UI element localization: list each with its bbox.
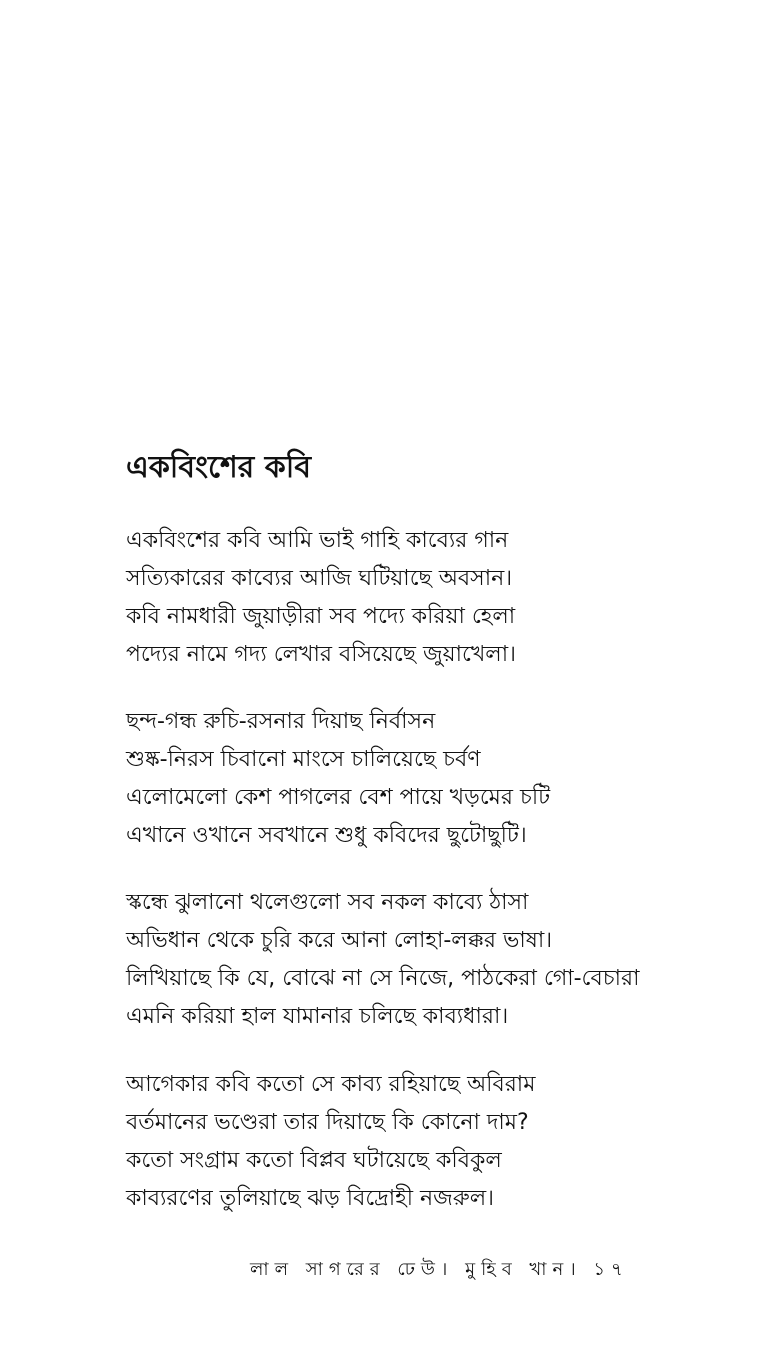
poem-line: স্কন্ধে ঝুলানো থলেগুলো সব নকল কাব্যে ঠাসা — [126, 890, 529, 915]
poem-line: লিখিয়াছে কি যে, বোঝে না সে নিজে, পাঠকেরা গো-বেচারা — [126, 966, 640, 991]
poem-line: অভিধান থেকে চুরি করে আনা লোহা-লক্কর ভাষা। — [126, 928, 553, 953]
stanza-4 — [126, 1066, 726, 1218]
poem-line: আগেকার কবি কতো সে কাব্য রহিয়াছে অবিরাম — [126, 1072, 536, 1097]
poem-title: একবিংশের কবি — [126, 450, 312, 485]
poem-line: কাব্যরণের তুলিয়াছে ঝড় বিদ্রোহী নজরুল। — [126, 1186, 494, 1211]
stanza-2 — [126, 703, 726, 855]
poem-line: সত্যিকারের কাব্যের আজি ঘটিয়াছে অবসান। — [126, 566, 513, 591]
poem-line: ছন্দ-গন্ধ রুচি-রসনার দিয়াছ নির্বাসন — [126, 709, 436, 734]
running-footer: লাল সাগরের ঢেউ। মুহিব খান। ১৭ — [250, 1259, 629, 1280]
poem-line: কতো সংগ্রাম কতো বিপ্লব ঘটায়েছে কবিকুল — [126, 1148, 502, 1173]
poem-line: বর্তমানের ভণ্ডেরা তার দিয়াছে কি কোনো দাম? — [126, 1110, 529, 1135]
poem-line: কবি নামধারী জুয়াড়ীরা সব পদ্যে করিয়া হেলা — [126, 604, 516, 629]
poem-line: পদ্যের নামে গদ্য লেখার বসিয়েছে জুয়াখেলা। — [126, 642, 516, 667]
poem-line: একবিংশের কবি আমি ভাই গাহি কাব্যের গান — [126, 528, 509, 553]
poem-line: এমনি করিয়া হাল যামানার চলিছে কাব্যধারা। — [126, 1004, 509, 1029]
stanza-3 — [126, 884, 726, 1036]
poem-line: এখানে ওখানে সবখানে শুধু কবিদের ছুটোছুটি। — [126, 823, 527, 848]
stanza-1 — [126, 522, 726, 674]
poem-line: এলোমেলো কেশ পাগলের বেশ পায়ে খড়মের চটি — [126, 785, 551, 810]
poem-line: শুষ্ক-নিরস চিবানো মাংসে চালিয়েছে চর্বণ — [126, 747, 481, 772]
